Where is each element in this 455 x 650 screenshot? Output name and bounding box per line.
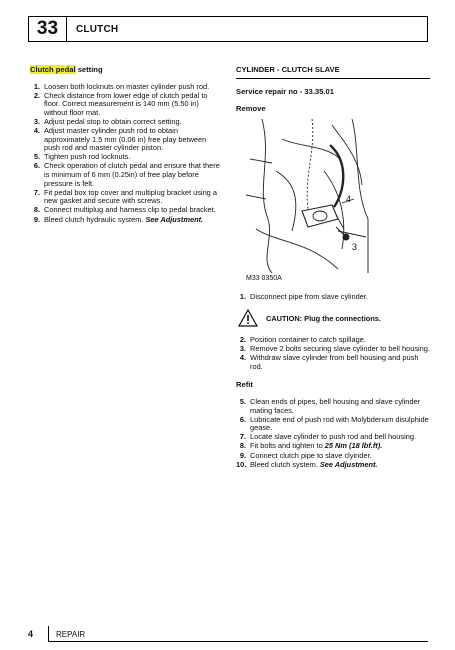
heading-rest: setting xyxy=(75,65,103,74)
footer-divider xyxy=(48,626,49,642)
section-number: 33 xyxy=(29,17,67,41)
list-item: 7. Locate slave cylinder to push rod and bell housing. xyxy=(239,432,416,442)
refit-steps xyxy=(236,398,430,469)
highlighted-heading-text: Clutch pedal xyxy=(30,65,76,74)
list-item: 9. Connect clutch pipe to slave clyinder. xyxy=(239,450,372,460)
list-item: 3. Adjust pedal stop to obtain correct setting. xyxy=(33,116,182,126)
pedal-setting-steps xyxy=(30,83,220,225)
page-footer xyxy=(28,626,428,642)
list-item: 4. Adjust master cylinder push rod to obtain approximately 1.5 mm (0.06 in) free play between push rod and master cylinder piston. xyxy=(33,126,207,153)
service-repair-number: Service repair no - 33.35.01 xyxy=(236,86,334,96)
list-item: 8. Fit bolts and tighten to 25 Nm (18 lbf.ft). xyxy=(239,441,383,451)
remove-heading: Remove xyxy=(236,104,266,114)
footer-label: REPAIR xyxy=(56,629,86,639)
left-column xyxy=(30,66,220,225)
footer-baseline xyxy=(48,641,428,642)
right-column xyxy=(236,66,430,470)
list-item: 8. Connect multiplug and harness clip to pedal bracket. xyxy=(33,205,216,215)
list-item: 1. Disconnect pipe from slave cylinder. xyxy=(239,291,368,301)
list-item: 9. Bleed clutch hydraulic system. See Adjustment. xyxy=(33,214,204,224)
cross-reference: See Adjustment. xyxy=(319,459,378,469)
list-item: 5. Tighten push rod locknuts. xyxy=(33,152,131,162)
engine-bay-drawing xyxy=(242,119,372,285)
figure-code: M33 0350A xyxy=(246,274,282,282)
list-item: 1. Loosen both locknuts on master cylinder push rod. xyxy=(33,81,210,91)
caution-note xyxy=(236,309,430,330)
page-header xyxy=(28,16,428,42)
list-item: 10. Bleed clutch system. See Adjustment. xyxy=(236,459,378,469)
list-item: 3. Remove 2 bolts securing slave cylinder to bell housing. xyxy=(239,344,430,354)
callout-label: 3 xyxy=(352,241,358,252)
clutch-pedal-setting-heading xyxy=(30,66,220,75)
callout-label: 4 xyxy=(346,193,352,204)
list-item: 6. Lubricate end of push rod with Molybdenum disulphide gease. xyxy=(239,414,429,433)
cross-reference: See Adjustment. xyxy=(145,214,204,224)
list-item: 7. Fit pedal box top cover and multiplug bracket using a new gasket and secure with screws. xyxy=(33,187,217,206)
list-item: 2. Position container to catch spillage. xyxy=(239,334,366,344)
page-number: 4 xyxy=(28,629,34,639)
list-item: 6. Check operation of clutch pedal and ensure that there is minimum of 6 mm (0.25in) of free play before pressure is felt. xyxy=(33,161,220,188)
refit-heading: Refit xyxy=(236,380,253,390)
section-title: CLUTCH xyxy=(76,23,119,35)
list-item: 2. Check distance from lower edge of clutch pedal to floor. Correct measurement is 140 mm (5.50 in) without floor mat. xyxy=(33,90,208,117)
procedure-title: CYLINDER - CLUTCH SLAVE xyxy=(236,66,430,79)
remove-steps xyxy=(236,336,430,371)
warning-triangle-icon xyxy=(238,309,260,330)
remove-step-one xyxy=(236,293,430,302)
torque-value: 25 Nm (18 lbf.ft). xyxy=(324,441,383,451)
list-item: 4. Withdraw slave cylinder from bell housing and push rod. xyxy=(239,353,419,371)
caution-text: CAUTION: Plug the connections. xyxy=(266,314,381,324)
list-item: 5. Clean ends of pipes, bell housing and slave cylinder mating faces. xyxy=(239,396,421,415)
slave-cylinder-illustration xyxy=(242,119,372,285)
